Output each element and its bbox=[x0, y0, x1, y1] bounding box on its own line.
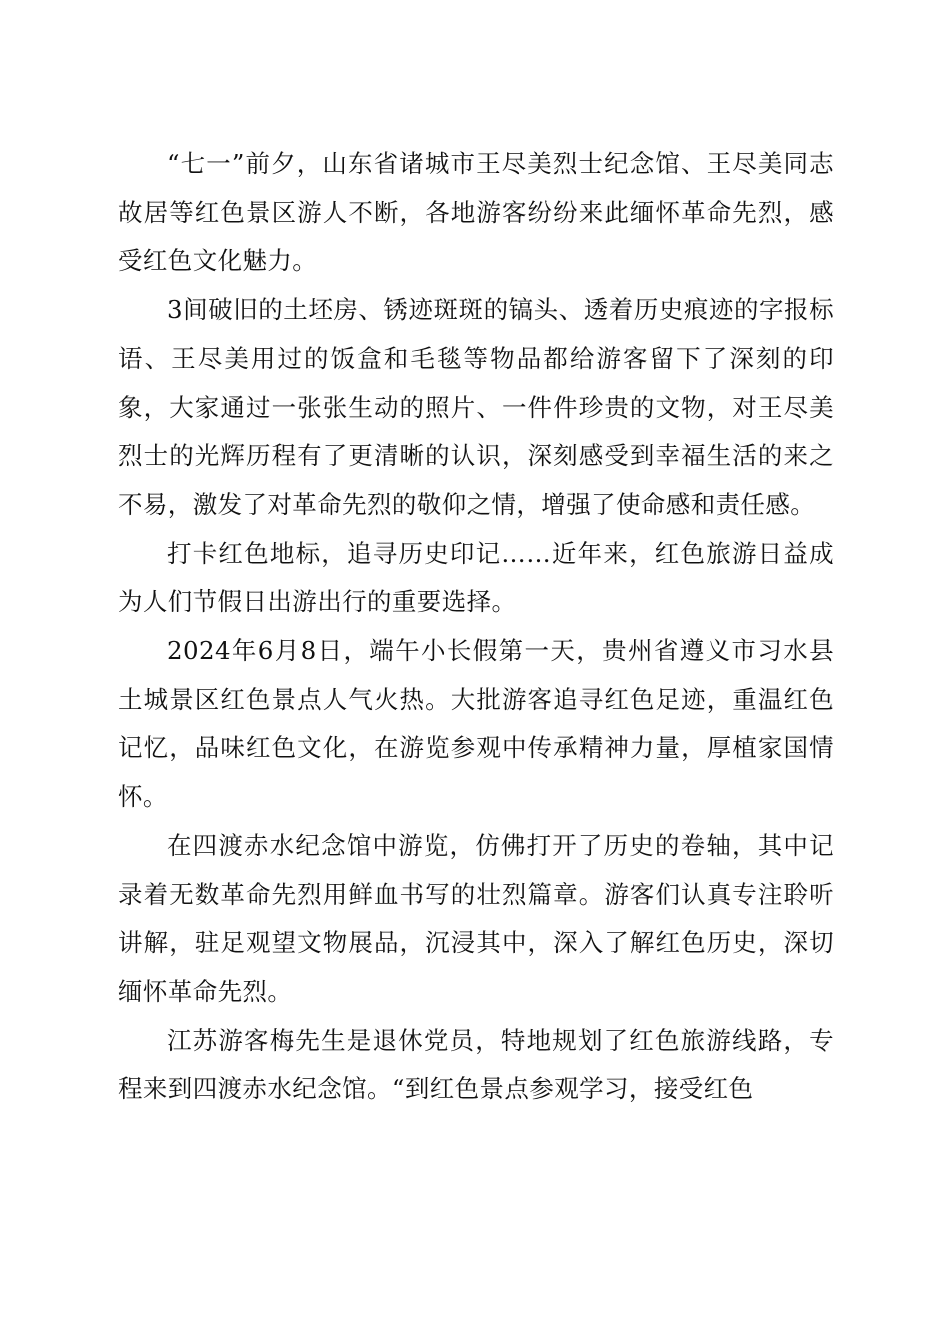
paragraph-6: 江苏游客梅先生是退休党员，特地规划了红色旅游线路，专程来到四渡赤水纪念馆。“到红色景点参观学习，接受红色 bbox=[118, 1025, 834, 1104]
paragraph-1: “七一”前夕，山东省诸城市王尽美烈士纪念馆、王尽美同志故居等红色景区游人不断，各地游客纷纷来此缅怀革命先烈，感受红色文化魅力。 bbox=[118, 149, 834, 276]
paragraph-5: 在四渡赤水纪念馆中游览，仿佛打开了历史的卷轴，其中记录着无数革命先烈用鲜血书写的壮烈篇章。游客们认真专注聆听讲解，驻足观望文物展品，沉浸其中，深入了解红色历史，深切缅怀革命先烈。 bbox=[118, 830, 834, 1006]
paragraph-3: 打卡红色地标，追寻历史印记……近年来，红色旅游日益成为人们节假日出游出行的重要选择。 bbox=[118, 538, 834, 617]
paragraph-2: 3间破旧的土坯房、锈迹斑斑的镐头、透着历史痕迹的字报标语、王尽美用过的饭盒和毛毯等物品都给游客留下了深刻的印象，大家通过一张张生动的照片、一件件珍贵的文物，对王尽美烈士的光辉历程有了更清晰的认识，深刻感受到幸福生活的来之不易，激发了对革命先烈的敬仰之情，增强了使命感和责任感。 bbox=[118, 295, 834, 519]
paragraph-4: 2024年6月8日，端午小长假第一天，贵州省遵义市习水县土城景区红色景点人气火热。大批游客追寻红色足迹，重温红色记忆，品味红色文化，在游览参观中传承精神力量，厚植家国情怀。 bbox=[118, 636, 834, 812]
document-body bbox=[118, 140, 834, 1114]
